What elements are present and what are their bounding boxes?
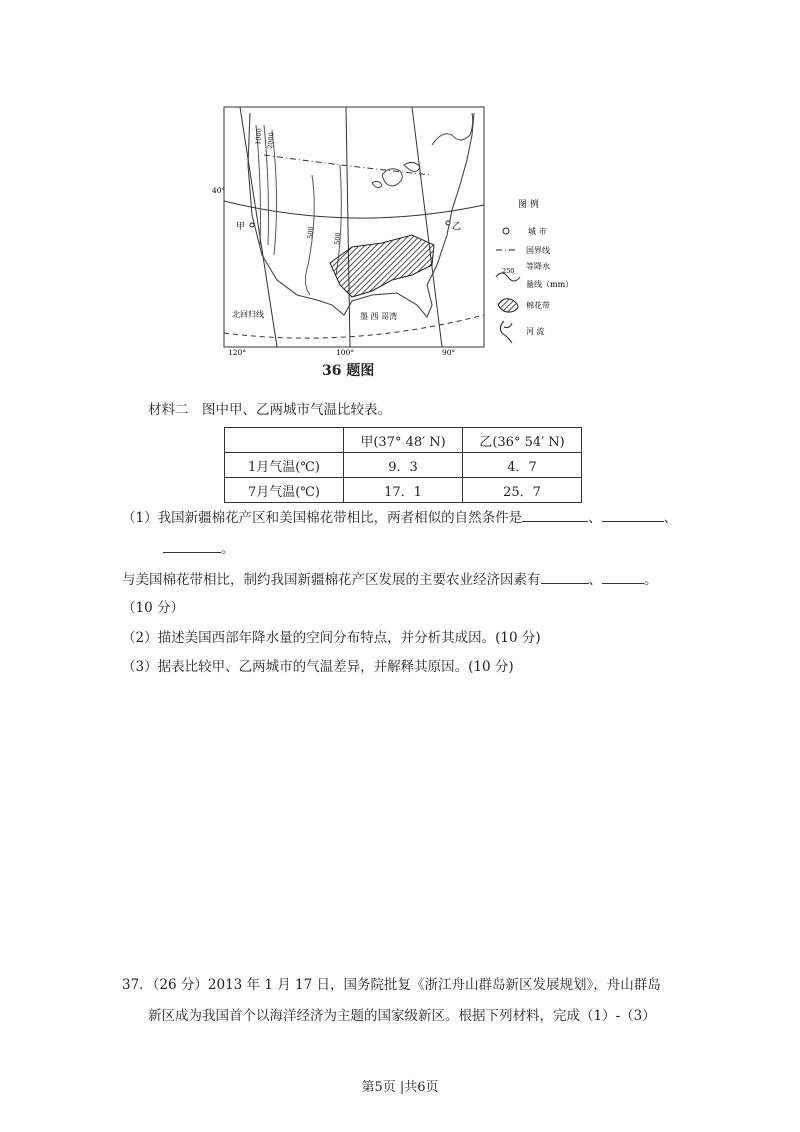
legend-border-label: 国界线 — [526, 246, 550, 255]
table-cell: 7月气温(℃) — [225, 478, 344, 503]
isohyet-label-4: 500 — [333, 232, 343, 246]
lon-label-100: 100° — [336, 348, 355, 357]
answer-blank — [522, 507, 588, 522]
label-yi: 乙 — [452, 222, 462, 232]
page-footer: 第5页 |共6页 — [361, 1080, 439, 1095]
answer-blank — [602, 507, 664, 522]
lon-label-90: 90° — [442, 348, 456, 357]
question-1-line1-cont — [163, 538, 235, 559]
question-1-line2 — [122, 569, 658, 590]
answer-blank — [541, 569, 589, 584]
table-row — [225, 478, 582, 503]
legend-city-icon — [503, 228, 509, 234]
legend-cotton-label: 棉花带 — [526, 301, 550, 310]
us-map-figure — [212, 105, 574, 357]
lat-label: 40° — [212, 186, 226, 195]
table-cell: 1月气温(℃) — [225, 453, 344, 478]
legend-river-icon — [500, 321, 512, 343]
table-cell: 4．7 — [463, 453, 582, 478]
figure-caption: 36 题图 — [322, 363, 375, 379]
legend-isohyet-label2: 量线（mm） — [526, 280, 574, 289]
answer-blank — [163, 538, 221, 553]
label-gulf: 墨 西 哥湾 — [360, 312, 398, 321]
table-header-row — [225, 428, 582, 453]
period: 。 — [221, 541, 235, 557]
table-cell: 9．3 — [344, 453, 463, 478]
legend-title: 图 例 — [518, 200, 539, 210]
table-header-cell: 乙(36° 54′ N) — [463, 428, 582, 453]
label-tropic: 北回归线 — [232, 310, 264, 319]
table-header-cell — [225, 428, 344, 453]
table-row — [225, 453, 582, 478]
question-1-text: （1）我国新疆棉花产区和美国棉花带相比，两者相似的自然条件是 — [122, 510, 523, 526]
question-37-line1: 37．（26 分）2013 年 1 月 17 日，国务院批复《浙江舟山群岛新区发展规划》，舟山群岛 — [122, 977, 661, 993]
table-cell: 25．7 — [463, 478, 582, 503]
material2-heading: 材料二 图中甲、乙两城市气温比较表。 — [148, 402, 391, 418]
climate-comparison-table — [224, 427, 582, 503]
question-1-line1 — [122, 507, 677, 528]
legend-isohyet-label: 等降水 — [526, 262, 550, 271]
legend-city-label: 城 市 — [528, 227, 547, 236]
isohyet-label-2: 2000 — [266, 131, 276, 150]
lon-label-120: 120° — [228, 348, 247, 357]
question-37-line2: 新区成为我国首个以海洋经济为主题的国家级新区。根据下列材料，完成（1）-（3） — [148, 1008, 656, 1024]
answer-blank — [602, 569, 644, 584]
question-1-score: （10 分） — [122, 600, 184, 616]
question-1-text-2: 与美国棉花带相比，制约我国新疆棉花产区发展的主要农业经济因素有 — [122, 572, 541, 588]
question-2: （2）描述美国西部年降水量的空间分布特点，并分析其成因。(10 分) — [122, 630, 541, 646]
period: 。 — [644, 572, 658, 588]
city-yi-marker — [446, 221, 450, 225]
separator: 、 — [588, 510, 602, 526]
isohyet-label-3: 500 — [306, 226, 316, 240]
separator: 、 — [663, 510, 678, 526]
isohyet-label-1: 1000 — [254, 127, 264, 146]
map-legend — [496, 198, 573, 343]
table-header-cell: 甲(37° 48′ N) — [344, 428, 463, 453]
legend-river-label: 河 流 — [526, 327, 545, 336]
table-cell: 17．1 — [344, 478, 463, 503]
separator: 、 — [588, 572, 602, 588]
question-3: （3）据表比较甲、乙两城市的气温差异，并解释其原因。(10 分) — [122, 659, 514, 675]
legend-isohyet-value: 250 — [502, 267, 515, 275]
label-jia: 甲 — [236, 222, 246, 232]
legend-cotton-icon — [498, 299, 518, 312]
city-jia-marker — [250, 223, 254, 227]
